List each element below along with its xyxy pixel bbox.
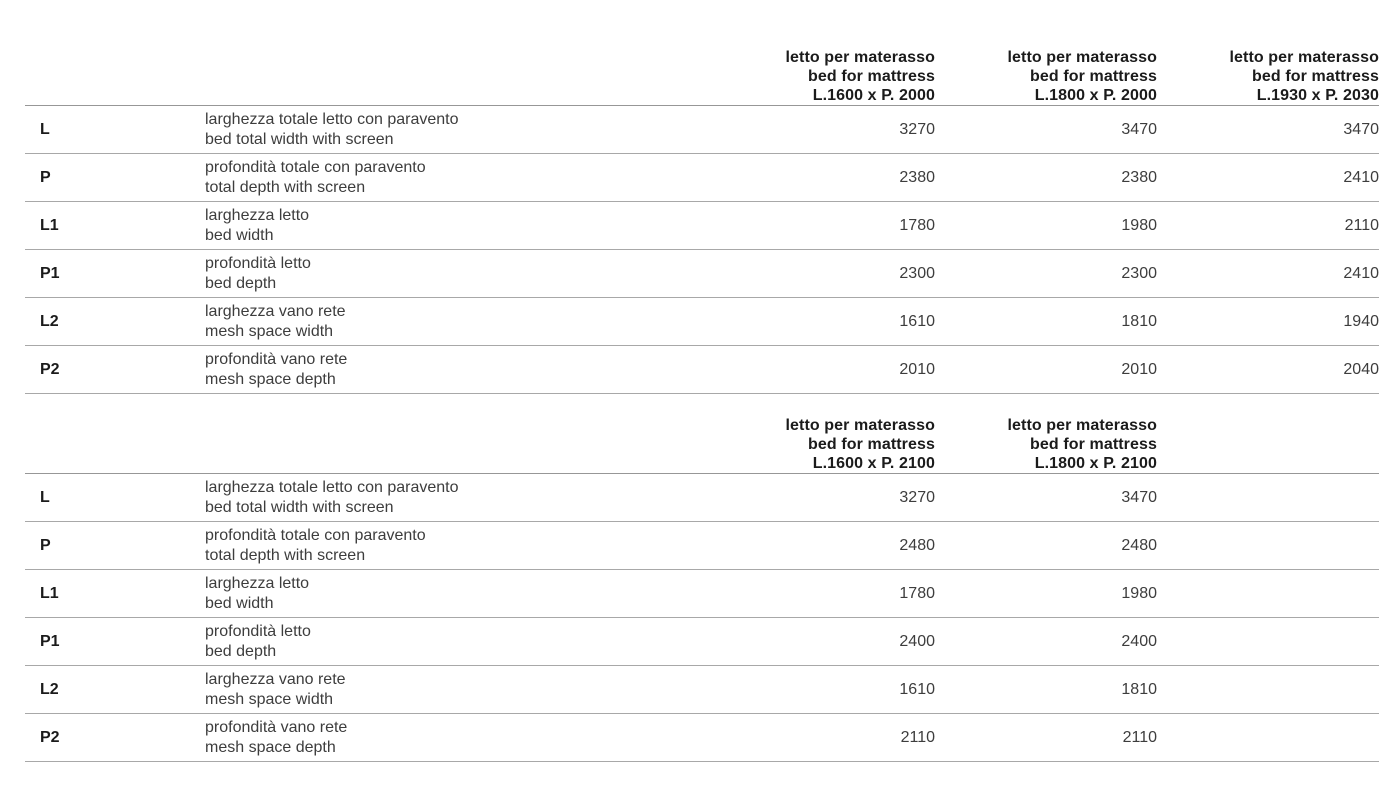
row-value: 2400 <box>899 632 935 650</box>
row-value: 3470 <box>1121 488 1157 506</box>
row-description <box>205 718 710 758</box>
row-value: 2380 <box>899 168 935 186</box>
row-description-it: profondità vano rete <box>205 718 348 736</box>
row-value: 2010 <box>1121 360 1157 378</box>
row-value: 3270 <box>899 120 935 138</box>
row-value: 2410 <box>1343 264 1379 282</box>
table-row <box>25 106 1379 154</box>
row-value: 1980 <box>1121 216 1157 234</box>
column-header-en: bed for mattress <box>1030 68 1157 85</box>
row-code: L1 <box>40 584 59 602</box>
column-header-size: L.1600 x P. 2100 <box>812 455 935 472</box>
row-description-en: mesh space depth <box>205 370 336 388</box>
row-description <box>205 574 710 614</box>
row-value: 2300 <box>1121 264 1157 282</box>
row-code: P <box>40 168 51 186</box>
row-description-it: larghezza totale letto con paravento <box>205 110 459 128</box>
column-header-size: L.1600 x P. 2000 <box>812 87 935 104</box>
row-value: 3470 <box>1121 120 1157 138</box>
table-row <box>25 154 1379 202</box>
row-description <box>205 110 710 150</box>
column-header-size: L.1930 x P. 2030 <box>1256 87 1379 104</box>
table-row <box>25 618 1379 666</box>
table-row <box>25 714 1379 762</box>
column-header-en: bed for mattress <box>1252 68 1379 85</box>
row-value: 1810 <box>1121 680 1157 698</box>
row-description-en: bed depth <box>205 642 277 660</box>
column-header <box>1157 48 1379 105</box>
row-description-en: mesh space depth <box>205 738 336 756</box>
row-description <box>205 302 710 342</box>
row-description-en: bed width <box>205 594 274 612</box>
row-value: 1610 <box>899 312 935 330</box>
table-row <box>25 298 1379 346</box>
row-value: 1810 <box>1121 312 1157 330</box>
row-value: 1980 <box>1121 584 1157 602</box>
row-description-it: larghezza letto <box>205 574 310 592</box>
row-value: 1780 <box>899 584 935 602</box>
row-description-en: total depth with screen <box>205 178 366 196</box>
row-value: 2380 <box>1121 168 1157 186</box>
row-description <box>205 478 710 518</box>
row-description-en: mesh space width <box>205 322 334 340</box>
column-header-en: bed for mattress <box>808 68 935 85</box>
row-description <box>205 670 710 710</box>
table-row <box>25 570 1379 618</box>
row-value: 1610 <box>899 680 935 698</box>
row-code: P2 <box>40 360 60 378</box>
row-value: 1780 <box>899 216 935 234</box>
row-description-it: profondità totale con paravento <box>205 526 426 544</box>
row-code: P1 <box>40 632 60 650</box>
row-value: 2480 <box>1121 536 1157 554</box>
row-value: 2010 <box>899 360 935 378</box>
table-row <box>25 474 1379 522</box>
column-header <box>710 416 935 473</box>
table-row <box>25 522 1379 570</box>
row-code: P <box>40 536 51 554</box>
table-row <box>25 666 1379 714</box>
row-code: L2 <box>40 312 59 330</box>
row-value: 1940 <box>1343 312 1379 330</box>
row-description-en: total depth with screen <box>205 546 366 564</box>
column-header <box>935 416 1157 473</box>
row-description-it: larghezza letto <box>205 206 310 224</box>
row-description-it: larghezza totale letto con paravento <box>205 478 459 496</box>
row-code: L <box>40 488 50 506</box>
table-2-header <box>25 416 1379 474</box>
row-value: 2110 <box>1122 728 1157 746</box>
dimension-table-2 <box>25 394 1379 762</box>
row-description <box>205 158 710 198</box>
column-header <box>710 48 935 105</box>
column-header-en: bed for mattress <box>808 436 935 453</box>
row-description-it: profondità letto <box>205 622 311 640</box>
row-code: P1 <box>40 264 60 282</box>
row-value: 2110 <box>1344 216 1379 234</box>
row-description-en: mesh space width <box>205 690 334 708</box>
row-description-en: bed total width with screen <box>205 130 394 148</box>
row-code: P2 <box>40 728 60 746</box>
row-description-it: profondità letto <box>205 254 311 272</box>
column-header-it: letto per materasso <box>785 417 935 434</box>
row-code: L <box>40 120 50 138</box>
row-value: 3470 <box>1343 120 1379 138</box>
table-1-header <box>25 48 1379 106</box>
row-description-it: larghezza vano rete <box>205 670 346 688</box>
column-header-size: L.1800 x P. 2000 <box>1034 87 1157 104</box>
row-value: 2400 <box>1121 632 1157 650</box>
row-value: 2480 <box>899 536 935 554</box>
row-description <box>205 206 710 246</box>
row-description-it: larghezza vano rete <box>205 302 346 320</box>
column-header-size: L.1800 x P. 2100 <box>1034 455 1157 472</box>
row-value: 2040 <box>1343 360 1379 378</box>
table-row <box>25 250 1379 298</box>
column-header <box>935 48 1157 105</box>
row-description-en: bed depth <box>205 274 277 292</box>
row-code: L2 <box>40 680 59 698</box>
row-description-it: profondità vano rete <box>205 350 348 368</box>
row-description-en: bed width <box>205 226 274 244</box>
row-description-en: bed total width with screen <box>205 498 394 516</box>
row-value: 2110 <box>900 728 935 746</box>
dimension-table-1 <box>25 0 1379 394</box>
column-header-it: letto per materasso <box>1007 49 1157 66</box>
column-header-en: bed for mattress <box>1030 436 1157 453</box>
table-row <box>25 346 1379 394</box>
column-header-it: letto per materasso <box>1229 49 1379 66</box>
column-header-it: letto per materasso <box>785 49 935 66</box>
row-value: 2300 <box>899 264 935 282</box>
row-value: 2410 <box>1343 168 1379 186</box>
column-header-it: letto per materasso <box>1007 417 1157 434</box>
row-description <box>205 254 710 294</box>
row-description <box>205 526 710 566</box>
row-description-it: profondità totale con paravento <box>205 158 426 176</box>
table-row <box>25 202 1379 250</box>
row-description <box>205 350 710 390</box>
row-code: L1 <box>40 216 59 234</box>
row-value: 3270 <box>899 488 935 506</box>
row-description <box>205 622 710 662</box>
